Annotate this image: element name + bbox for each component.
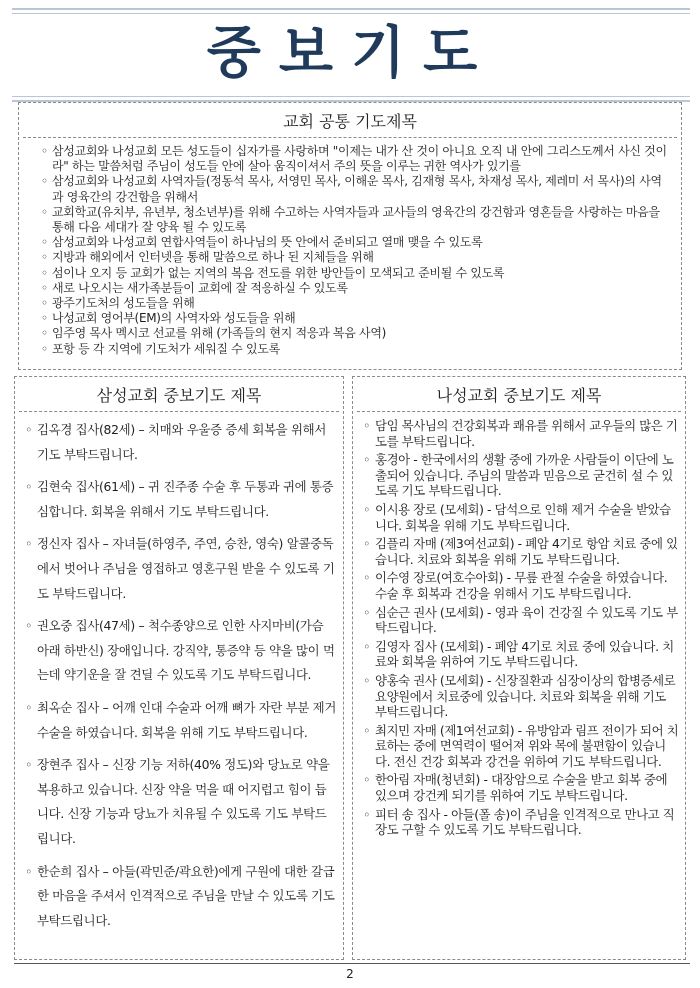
- samsung-prayer-box: [14, 376, 344, 960]
- list-item: ◦ 임주영 목사 멕시코 선교를 위해 (가족들의 현지 적응과 복음 사역): [41, 326, 673, 341]
- samsung-prayer-title: 삼성교회 중보기도 제목: [19, 377, 339, 412]
- list-item: ◦ 양홍숙 권사 (모세회) - 신장질환과 심장이상의 합병증세로 요양원에서 치료중에 있습니다. 치료와 회복을 위해 기도 부탁드립니다.: [363, 673, 679, 720]
- common-prayer-box: [18, 102, 682, 370]
- list-item: ◦ 피터 송 집사 - 아들(폴 송)이 주님을 인격적으로 만나고 직장도 구할 수 있도록 기도 부탁드립니다.: [363, 807, 679, 838]
- list-item: ◦ 광주기도처의 성도들을 위해: [41, 296, 673, 311]
- page-header: [12, 8, 690, 102]
- list-item: ◦ 김영자 집사 (모세회) - 폐암 4기로 치료 중에 있습니다. 치료와 회복을 위하여 기도 부탁드립니다.: [363, 639, 679, 670]
- list-item: ◦ 한순희 집사 – 아들(곽민준/곽요한)에게 구원에 대한 갈급한 마음을 주셔서 인격적으로 주님을 만날 수 있도록 기도 부탁드립니다.: [25, 860, 337, 934]
- list-item: ◦ 포항 등 각 지역에 기도처가 세워질 수 있도록: [41, 342, 673, 357]
- list-item: ◦ 지방과 해외에서 인터넷을 통해 말씀으로 하나 된 지체들을 위해: [41, 250, 673, 265]
- page-title: 중보기도: [206, 21, 496, 86]
- list-item: ◦ 심순근 권사 (모세회) - 영과 육이 건강질 수 있도록 기도 부탁드립니다.: [363, 605, 679, 636]
- list-item: ◦ 이시용 장로 (모세회) - 담석으로 인해 제거 수술을 받았습니다. 회복을 위해 기도 부탁드립니다.: [363, 502, 679, 533]
- list-item: ◦ 삼성교회와 나성교회 모든 성도들이 십자가를 사랑하며 "이제는 내가 산 것이 아니요 오직 내 안에 그리스도께서 사신 것이라" 하는 말씀처럼 주님이 성도들 안에 살아 움직이셔서 주의 뜻을 이루는 귀한 역사가 있기를: [41, 144, 673, 174]
- common-prayer-title: 교회 공통 기도제목: [23, 103, 677, 138]
- list-item: ◦ 담임 목사님의 건강회복과 쾌유를 위해서 교우들의 많은 기도를 부탁드립니다.: [363, 418, 679, 449]
- common-prayer-list: [19, 138, 681, 357]
- naseong-prayer-title: 나성교회 중보기도 제목: [357, 377, 681, 412]
- samsung-prayer-list: [15, 412, 343, 933]
- list-item: ◦ 이수영 장로(여호수아회) - 무릎 관절 수술을 하였습니다. 수술 후 회복과 건강을 위해서 기도 부탁드립니다.: [363, 570, 679, 601]
- naseong-prayer-box: [352, 376, 686, 960]
- list-item: ◦ 김플리 자매 (제3여선교회) - 폐암 4기로 항암 치료 중에 있습니다. 치료와 회복을 위해 기도 부탁드립니다.: [363, 536, 679, 567]
- list-item: ◦ 나성교회 영어부(EM)의 사역자와 성도들을 위해: [41, 311, 673, 326]
- list-item: ◦ 한아림 자매(청년회) - 대장암으로 수술을 받고 회복 중에 있으며 강건케 되기를 위하여 기도 부탁드립니다.: [363, 772, 679, 803]
- list-item: ◦ 삼성교회와 나성교회 사역자들(정동석 목사, 서영민 목사, 이해운 목사, 김재형 목사, 차재성 목사, 제레미 서 목사)의 사역과 영육간의 강건함을 위해서: [41, 174, 673, 204]
- footer-divider: [14, 963, 690, 964]
- list-item: ◦ 교회학교(유치부, 유년부, 청소년부)를 위해 수고하는 사역자들과 교사들의 영육간의 강건함과 영혼들을 사랑하는 마음을 통해 다음 세대가 잘 양육 될 수 있도록: [41, 205, 673, 235]
- page-number: 2: [346, 967, 354, 981]
- list-item: ◦ 최지민 자매 (제1여선교회) - 유방암과 림프 전이가 되어 치료하는 중에 면역력이 떨어져 위와 목에 불편함이 있습니다. 전신 건강 회복과 강건을 위하여 기도 부탁드립니다.: [363, 723, 679, 770]
- list-item: ◦ 삼성교회와 나성교회 연합사역들이 하나님의 뜻 안에서 준비되고 열매 맺을 수 있도록: [41, 235, 673, 250]
- list-item: ◦ 권오중 집사(47세) – 척수종양으로 인한 사지마비(가슴 아래 하반신) 장애입니다. 강직약, 통증약 등 약을 많이 먹는데 약기운을 잘 견딜 수 있도록 기도 부탁드립니다.: [25, 614, 337, 688]
- list-item: ◦ 정신자 집사 – 자녀들(하영주, 주연, 승찬, 영숙) 알콜중독에서 벗어나 주님을 영접하고 영혼구원 받을 수 있도록 기도 부탁드립니다.: [25, 532, 337, 606]
- list-item: ◦ 김현숙 집사(61세) – 귀 진주종 수술 후 두통과 귀에 통증 심합니다. 회복을 위해서 기도 부탁드립니다.: [25, 475, 337, 524]
- list-item: ◦ 김옥경 집사(82세) – 치매와 우울증 증세 회복을 위해서 기도 부탁드립니다.: [25, 418, 337, 467]
- list-item: ◦ 섬이나 오지 등 교회가 없는 지역의 복음 전도를 위한 방안들이 모색되고 준비될 수 있도록: [41, 266, 673, 281]
- list-item: ◦ 새로 나오시는 새가족분들이 교회에 잘 적응하실 수 있도록: [41, 281, 673, 296]
- list-item: ◦ 홍경아 - 한국에서의 생활 중에 가까운 사람들이 이단에 노출되어 있습니다. 주님의 말씀과 믿음으로 굳건히 설 수 있도록 기도 부탁드립니다.: [363, 452, 679, 499]
- list-item: ◦ 장현주 집사 – 신장 기능 저하(40% 정도)와 당뇨로 약을 복용하고 있습니다. 신장 약을 먹을 때 어지럽고 힘이 듭니다. 신장 기능과 당뇨가 치유될 수 있도록 기도 부탁드립니다.: [25, 753, 337, 851]
- list-item: ◦ 최옥순 집사 – 어깨 인대 수술과 어깨 뼈가 자란 부분 제거 수술을 하였습니다. 회복을 위해 기도 부탁드립니다.: [25, 696, 337, 745]
- naseong-prayer-list: [353, 412, 685, 838]
